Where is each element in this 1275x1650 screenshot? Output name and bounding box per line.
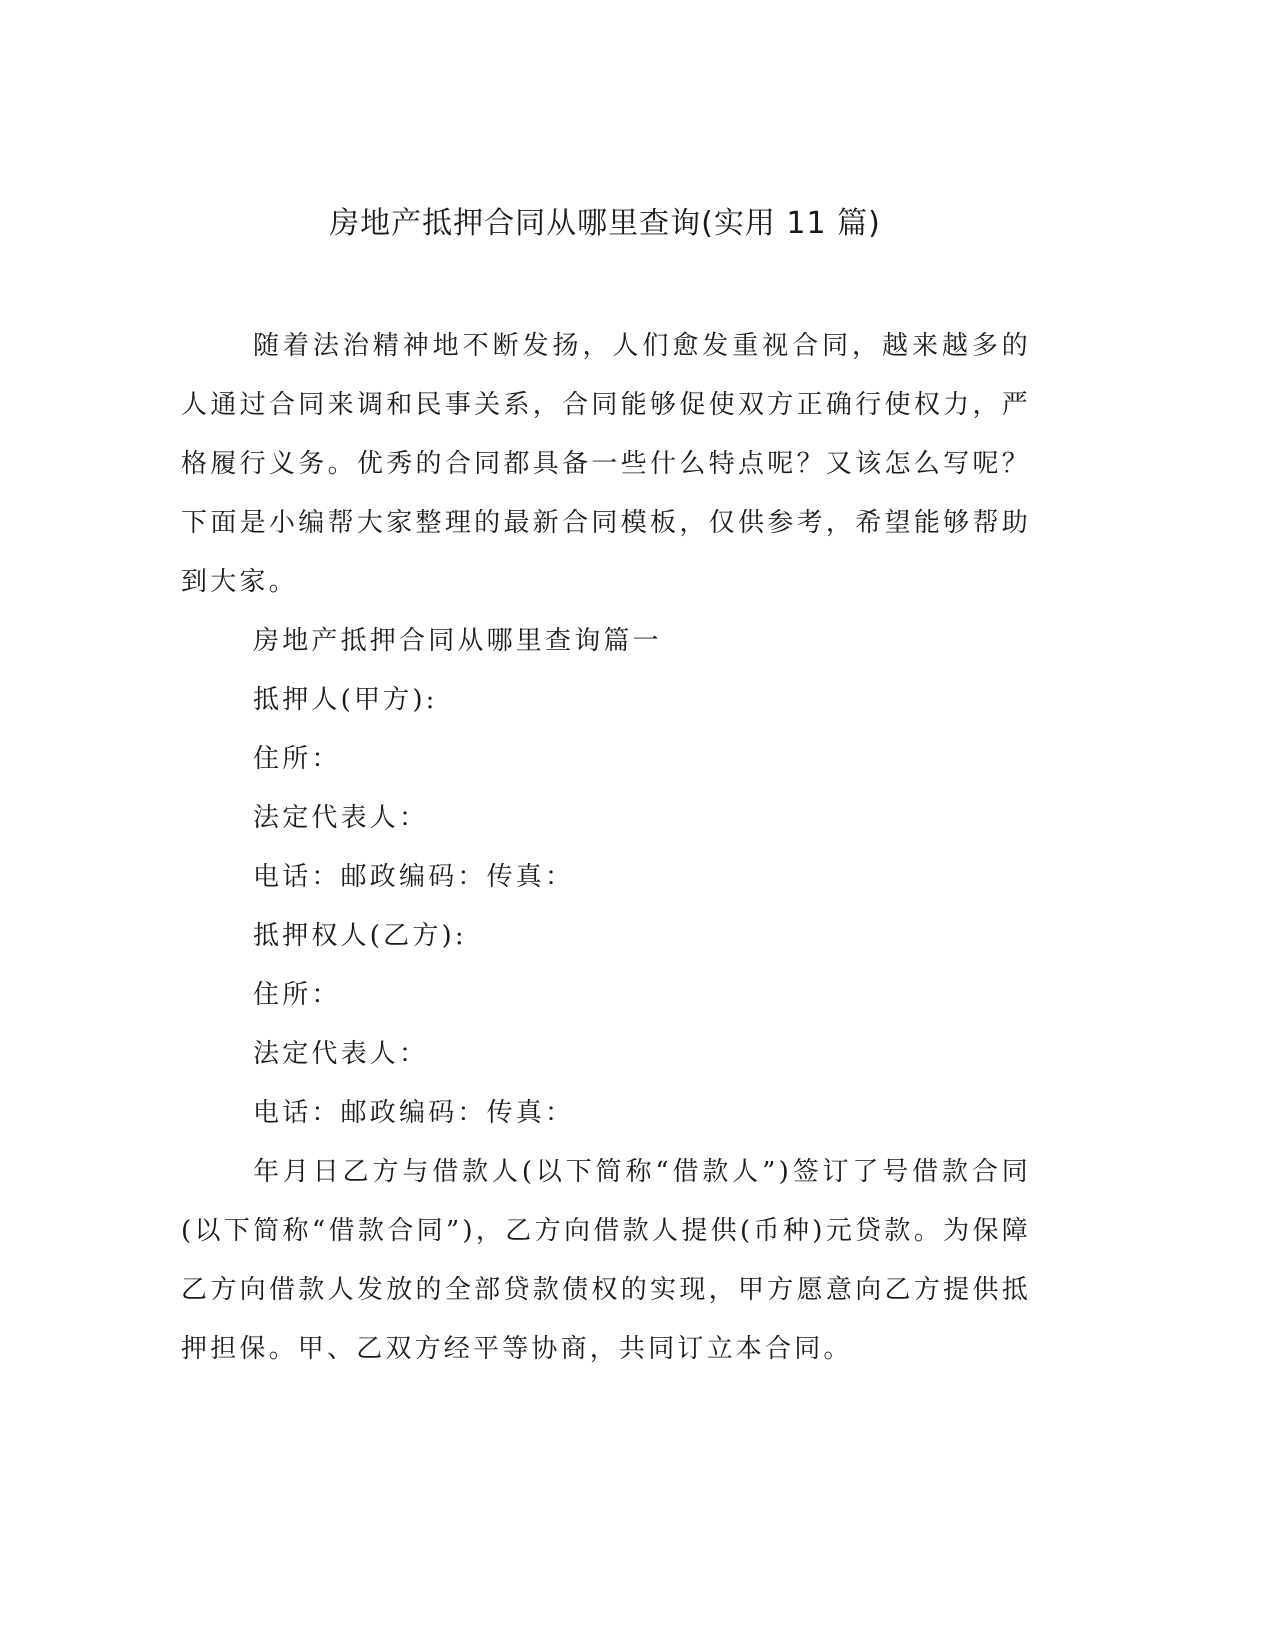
- party-a-address: 住所：: [253, 744, 341, 774]
- party-b-contact: 电话：邮政编码：传真：: [253, 1098, 575, 1128]
- agreement-paragraph: 年月日乙方与借款人(以下简称“借款人”)签订了号借款合同(以下简称“借款合同”)，乙方向借款人提供(币种)元贷款。为保障乙方向借款人发放的全部贷款债权的实现，甲方愿意向乙方提供抵押担保。甲、乙双方经平等协商，共同订立本合同。: [181, 1157, 1031, 1364]
- party-b-representative: 法定代表人：: [253, 1039, 429, 1069]
- party-a-contact: 电话：邮政编码：传真：: [253, 862, 575, 892]
- document-title: 房地产抵押合同从哪里查询(实用 11 篇): [329, 206, 881, 241]
- section-heading: 房地产抵押合同从哪里查询篇一: [253, 626, 662, 656]
- party-a-representative: 法定代表人：: [253, 803, 429, 833]
- party-b-address: 住所：: [253, 980, 341, 1010]
- party-b-label: 抵押权人(乙方):: [253, 921, 467, 951]
- intro-paragraph: 随着法治精神地不断发扬，人们愈发重视合同，越来越多的人通过合同来调和民事关系，合同能够促使双方正确行使权力，严格履行义务。优秀的合同都具备一些什么特点呢？又该怎么写呢？下面是小编帮大家整理的最新合同模板，仅供参考，希望能够帮助到大家。: [181, 331, 1031, 597]
- party-a-label: 抵押人(甲方):: [253, 685, 438, 715]
- document-body: [181, 317, 1031, 1379]
